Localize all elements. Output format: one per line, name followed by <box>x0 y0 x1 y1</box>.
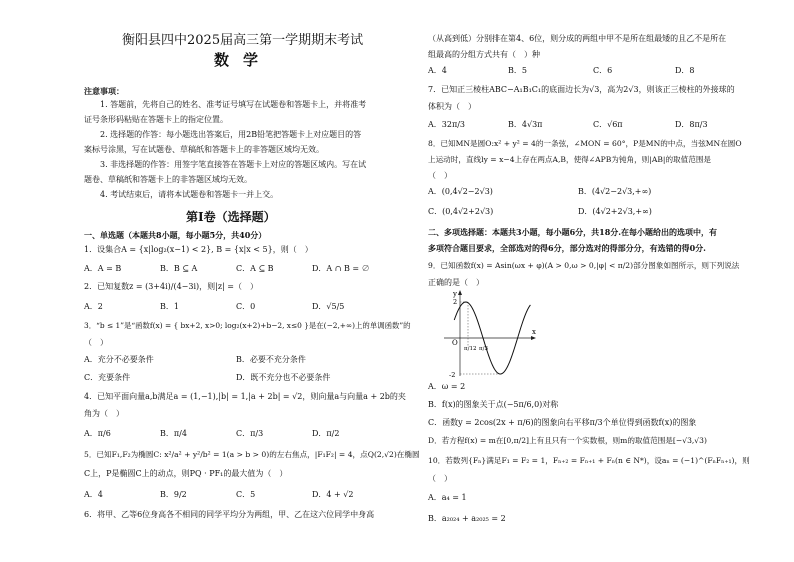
tick2-label: π/3 <box>479 346 488 352</box>
subject-title: 数学 <box>214 51 273 69</box>
option: D．π/2 <box>312 429 340 438</box>
option: B．必要不充分条件 <box>236 355 306 364</box>
question-8: 8．已知MN是圆O:x² + y² = 4的一条弦，∠MON = 60°，P是MN的中点，当弦MN在圆O <box>428 139 742 148</box>
question-9-tail: 正确的是（ ） <box>428 278 484 287</box>
option: C．函数y = 2cos(2x + π/6)的图象向右平移π/3个单位得到函数f(x)的图象 <box>428 418 697 427</box>
bottom-value-label: -2 <box>449 371 456 379</box>
question-10: 10．若数列{Fₙ}满足F₁ = F₂ = 1，Fₙ₊₂ = Fₙ₊₁ + Fₙ(n ∈ N*)，设aₙ = (−1)^(FₙFₙ₊₁)，则 <box>428 456 750 465</box>
option: A．ω = 2 <box>428 382 466 391</box>
option: A．(0,4√2−2√3) <box>428 187 493 196</box>
notice-line: 题卷、草稿纸和答题卡上的非答题区域均无效。 <box>84 175 252 184</box>
option: B．π/4 <box>160 429 187 438</box>
option: D．A ∩ B = ∅ <box>312 264 370 273</box>
option: B．9/2 <box>160 490 187 499</box>
option: A．π/6 <box>84 429 111 438</box>
option: A．32π/3 <box>428 120 465 129</box>
section-heading: 二、多项选择题：本题共3小题，每小题6分，共18分.在每小题给出的选项中，有 <box>428 227 718 237</box>
tick1-label: π/12 <box>464 346 477 352</box>
option: A．A = B <box>84 264 122 273</box>
notice-line: 2. 选择题的作答：每小题选出答案后，用2B铅笔把答题卡上对应题目的答 <box>100 130 362 139</box>
option: B．(4√2−2√3,+∞) <box>578 187 652 196</box>
option: D．若方程f(x) = m在[0,π/2]上有且只有一个实数根，则m的取值范围是[−√3,√3) <box>428 436 707 445</box>
option: D．√5/5 <box>312 302 345 311</box>
question-9: 9．已知函数f(x) = Asin(ωx + φ)(A > 0,ω > 0,|φ| < π/2)部分图象如图所示，则下列说法 <box>428 261 740 270</box>
question-6: 6．将甲、乙等6位身高各不相同的同学平均分为两组，甲、乙在这六位同学中身高 <box>84 510 375 519</box>
notice-line: 3. 非选择题的作答：用签字笔直接答在答题卡上对应的答题区域内。写在试 <box>100 160 367 169</box>
option: D．既不充分也不必要条件 <box>236 373 331 382</box>
option: C．√6π <box>593 120 623 129</box>
y-arrow <box>458 290 462 295</box>
option: B．1 <box>160 302 179 311</box>
question-8-tail: （ ） <box>428 171 452 180</box>
question-7: 7．已知正三棱柱ABC−A₁B₁C₁的底面边长为√3，高为2√3，则该正三棱柱的外接球的 <box>428 85 735 94</box>
option: C．6 <box>593 66 613 75</box>
origin-label: O <box>452 339 458 347</box>
question-4-tail: 角为（ ） <box>84 409 124 418</box>
notice-heading: 注意事项： <box>84 86 124 96</box>
option: A．4 <box>84 490 103 499</box>
notice-line: 4. 考试结束后，请将本试题卷和答题卡一并上交。 <box>100 190 279 199</box>
notice-line: 案标号涂黑，写在试题卷、草稿纸和答题卡上的非答题区域均无效。 <box>84 145 324 154</box>
option: A．4 <box>428 66 447 75</box>
question-8-cont: 上运动时，直线ly = x−4上存在两点A,B，使得∠APB为钝角，则|AB|的取值范围是 <box>428 155 712 164</box>
option: A．充分不必要条件 <box>84 355 154 364</box>
notice-line: 证号条形码粘贴在答题卡上的指定位置。 <box>84 115 228 124</box>
option: B．B ⊆ A <box>160 264 198 273</box>
option: B．f(x)的图象关于点(−5π/6,0)对称 <box>428 400 559 409</box>
x-axis-label: x <box>532 328 536 336</box>
option: C．A ⊆ B <box>236 264 274 273</box>
option: B．5 <box>508 66 527 75</box>
question-4: 4．已知平面向量a,b满足a = (1,−1),|b| = 1,|a + 2b| = √2，则向量a与向量a + 2b的夹 <box>84 392 406 401</box>
question-3-tail: （ ） <box>84 338 108 347</box>
option: D．(4√2+2√3,+∞) <box>578 207 652 216</box>
option: D．4 + √2 <box>312 490 354 499</box>
sine-graph <box>442 288 542 380</box>
exam-title: 衡阳县四中2025届高三第一学期期末考试 <box>122 33 364 48</box>
option: C．0 <box>236 302 256 311</box>
question-10-tail: （ ） <box>428 474 452 483</box>
top-value-label: 2 <box>453 298 458 306</box>
y-axis-label: y <box>453 290 457 298</box>
option: C．5 <box>236 490 256 499</box>
question-5: 5．已知F₁,F₂为椭圆C: x²/a² + y²/b² = 1(a > b > 0)的左右焦点，|F₁F₂| = 4，点Q(2,√2)在椭圆 <box>84 450 420 459</box>
x-arrow <box>531 336 536 340</box>
option: C．π/3 <box>236 429 264 438</box>
option: A．a₄ = 1 <box>428 493 467 502</box>
option: B．4√3π <box>508 120 543 129</box>
option: C．充要条件 <box>84 373 131 382</box>
question-7-tail: 体积为（ ） <box>428 102 476 111</box>
option: D．8 <box>675 66 695 75</box>
question-5-tail: C上，P是椭圆C上的动点，则PQ · PF₁的最大值为（ ） <box>84 469 288 478</box>
question-2: 2．已知复数z = (3+4i)/(4−3i)，则|z| =（ ） <box>84 282 259 291</box>
section-heading-cont: 多项符合题目要求，全部选对的得6分，部分选对的得部分分，有选错的得0分. <box>428 243 706 253</box>
notice-line: 1. 答题前，先将自己的姓名、准考证号填写在试题卷和答题卡上，并将准考 <box>100 100 367 109</box>
part-title: 第Ⅰ卷（选择题） <box>186 210 276 224</box>
question-1: 1．设集合A = {x|log₂(x−1) < 2}, B = {x|x < 5}，则（ ） <box>84 245 313 254</box>
section-heading: 一、单选题（本题共8小题，每小题5分，共40分） <box>84 230 267 240</box>
option: A．2 <box>84 302 103 311</box>
question-6-cont: （从高到低）分别排在第4、6位，则分成的两组中甲不是所在组最矮的且乙不是所在 <box>428 34 727 43</box>
option: C．(0,4√2+2√3) <box>428 207 494 216</box>
question-6-tail: 组最高的分组方式共有（ ）种 <box>428 50 540 59</box>
question-3: 3．“b ≤ 1”是“函数f(x) = { bx+2, x>0; log₂(x+2)+b−2, x≤0 }是在(−2,+∞)上的单调函数”的 <box>84 321 411 330</box>
option: B．a₂₀₂₄ + a₂₀₂₅ = 2 <box>428 514 506 523</box>
option: D．8π/3 <box>675 120 708 129</box>
